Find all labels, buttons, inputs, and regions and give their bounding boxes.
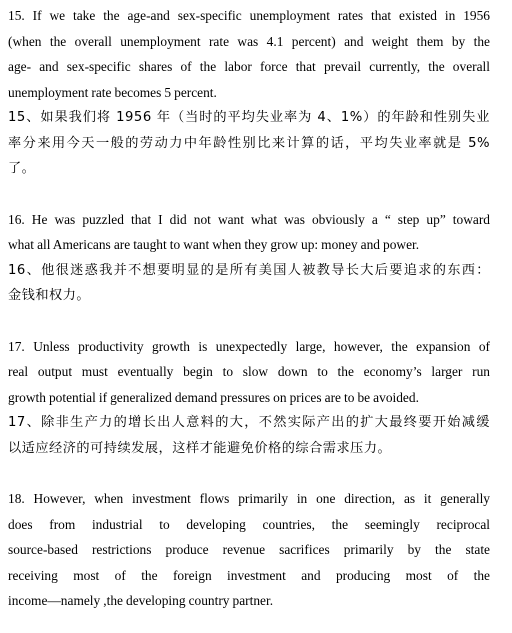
- english-line: 17. Unless productivity growth is unexpectedly large, however, the expansion of: [8, 338, 490, 354]
- sentence-item-18: [8, 486, 490, 614]
- english-line: does from industrial to developing countries, the seemingly reciprocal: [8, 516, 490, 532]
- english-line: income—namely ,the developing country partner.: [8, 593, 274, 608]
- chinese-line: 金钱和权力。: [8, 288, 91, 303]
- english-line: unemployment rate becomes 5 percent.: [8, 84, 217, 100]
- chinese-line: 了。: [8, 161, 36, 176]
- sentence-item-15: [8, 3, 490, 182]
- english-line: (when the overall unemployment rate was 4.1 percent) and weight them by the: [8, 33, 490, 49]
- document-body: [8, 3, 490, 614]
- english-line: receiving most of the foreign investment and producing most of the: [8, 567, 490, 583]
- english-line: growth potential if generalized demand pressures on prices are to be avoided.: [8, 389, 419, 405]
- chinese-translation: [8, 258, 490, 309]
- english-line: what all Americans are taught to want when they grow up: money and power.: [8, 237, 420, 252]
- english-line: age- and sex-specific shares of the labor force that prevail currently, the overall: [8, 59, 490, 74]
- chinese-line: 以适应经济的可持续发展，这样才能避免价格的综合需求压力。: [8, 440, 392, 456]
- paragraph-gap: [8, 309, 490, 334]
- english-line: 15. If we take the age-and sex-specific unemployment rates that existed in 1956: [8, 8, 490, 23]
- english-sentence: [8, 486, 490, 614]
- english-sentence: [8, 334, 490, 411]
- chinese-line: 率分来用今天一般的劳动力中年龄性别比来计算的话，平均失业率就是 5%: [8, 135, 490, 151]
- chinese-line: 16、他很迷惑我并不想要明显的是所有美国人被教导长大后要追求的东西：: [8, 262, 490, 278]
- paragraph-gap: [8, 461, 490, 486]
- chinese-translation: [8, 410, 490, 461]
- chinese-line: 17、除非生产力的增长出人意料的大，不然实际产出的扩大最终要开始减缓: [8, 415, 490, 430]
- chinese-line: 15、如果我们将 1956 年（当时的平均失业率为 4、1%）的年龄和性别失业: [8, 110, 490, 125]
- english-sentence: [8, 3, 490, 105]
- english-line: 16. He was puzzled that I did not want what was obviously a “ step up” toward: [8, 211, 490, 227]
- sentence-item-16: [8, 207, 490, 309]
- paragraph-gap: [8, 182, 490, 207]
- english-line: source-based restrictions produce revenue sacrifices primarily by the state: [8, 542, 490, 557]
- chinese-translation: [8, 105, 490, 182]
- english-line: 18. However, when investment flows primarily in one direction, as it generally: [8, 491, 490, 506]
- english-sentence: [8, 207, 490, 258]
- sentence-item-17: [8, 334, 490, 462]
- english-line: real output must eventually begin to slow down to the economy’s larger run: [8, 364, 490, 379]
